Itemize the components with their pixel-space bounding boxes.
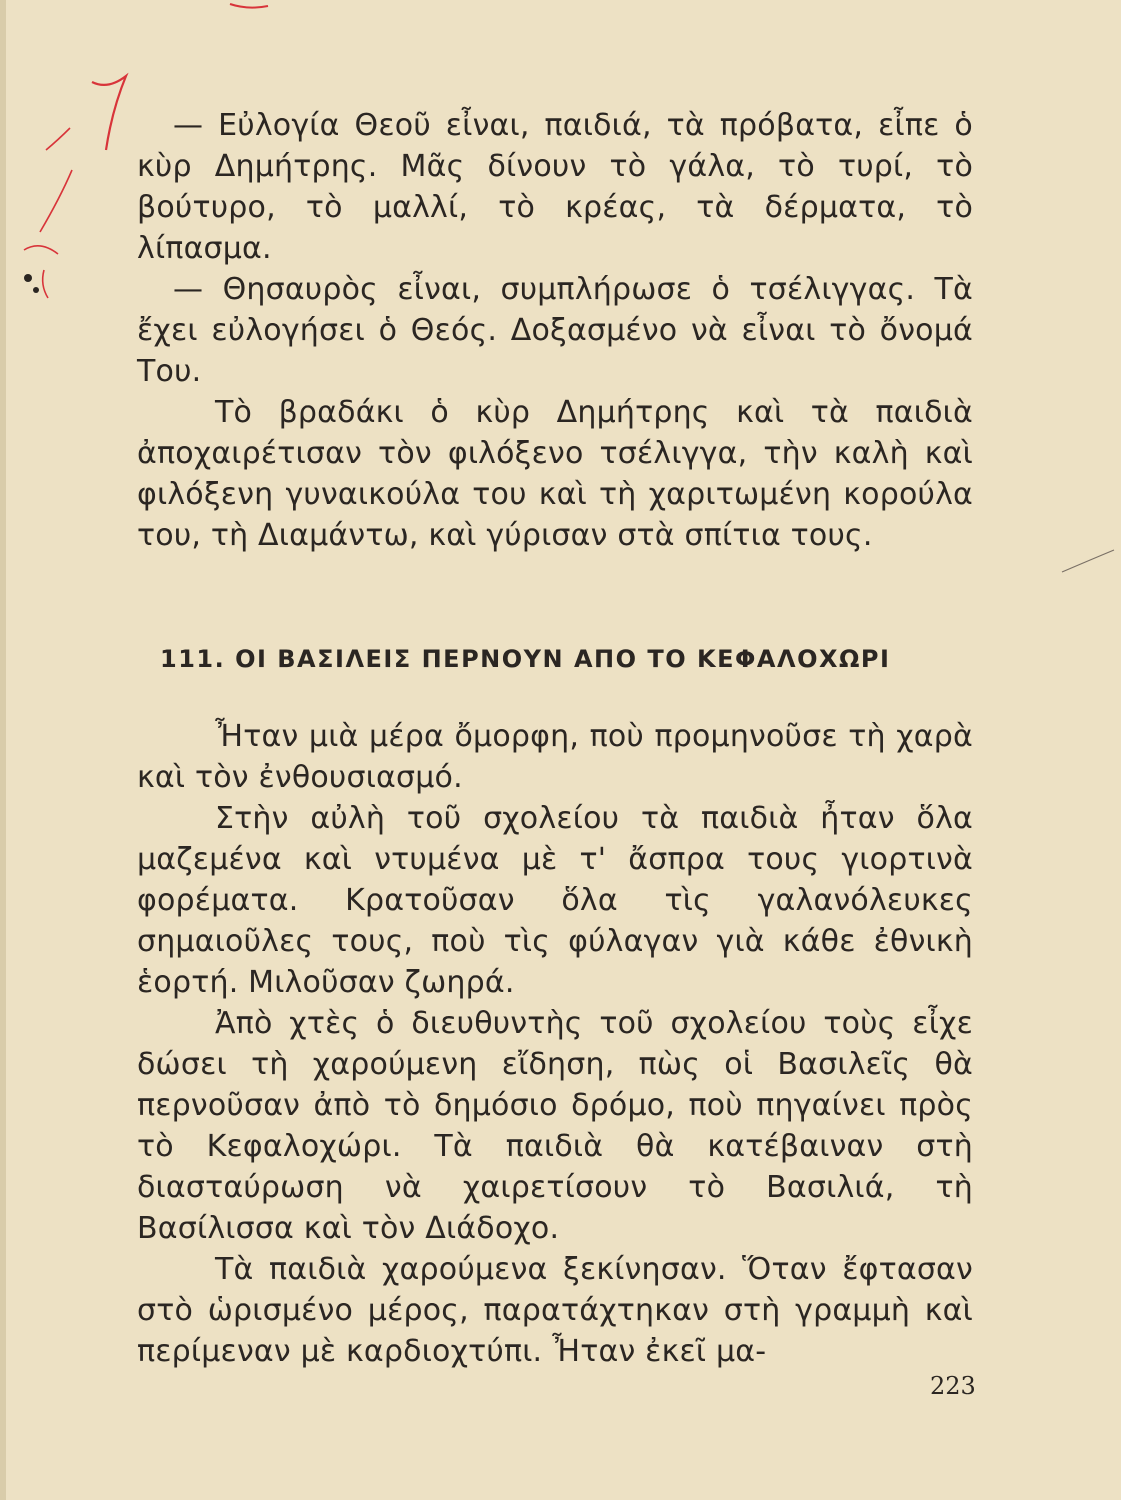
red-mark-1 xyxy=(92,76,126,150)
red-mark-5 xyxy=(43,270,48,298)
red-mark-3 xyxy=(40,170,72,232)
margin-dot-1 xyxy=(24,274,32,282)
section-heading: 111. ΟΙ ΒΑΣΙΛΕΙΣ ΠΕΡΝΟΥΝ ΑΠΟ ΤΟ ΚΕΦΑΛΟΧΩΡΙ xyxy=(160,645,891,673)
red-mark-top xyxy=(230,4,268,8)
paragraph-dialogue-2: — Θησαυρὸς εἶναι, συμπλήρωσε ὁ τσέλιγγας. Τὰ ἔχει εὐλογήσει ὁ Θεός. Δοξασμένο νὰ εἶναι τὸ ὄνομά Του. xyxy=(137,272,973,389)
red-mark-4 xyxy=(24,246,58,254)
margin-stroke-right xyxy=(1062,550,1114,572)
page-binding-edge xyxy=(0,0,6,1500)
paragraph-departure: Τὰ παιδιὰ χαρούμενα ξεκίνησαν. Ὅταν ἔφτασαν στὸ ὡρισμένο μέρος, παρατάχτηκαν στὴ γραμμὴ καὶ περίμεναν μὲ καρδιοχτύπι. Ἦταν ἐκεῖ μα- xyxy=(137,1252,973,1369)
paragraph-dialogue-1: — Εὐλογία Θεοῦ εἶναι, παιδιά, τὰ πρόβατα, εἶπε ὁ κὺρ Δημήτρης. Μᾶς δίνουν τὸ γάλα, τὸ τυρί, τὸ βούτυρο, τὸ μαλλί, τὸ κρέας, τὰ δέρματα, τὸ λίπασμα. xyxy=(137,108,973,266)
paragraph-beautiful-day: Ἦταν μιὰ μέρα ὄμορφη, ποὺ προμηνοῦσε τὴ χαρὰ καὶ τὸν ἐνθουσιασμό. xyxy=(137,719,973,795)
paragraph-school-yard: Στὴν αὐλὴ τοῦ σχολείου τὰ παιδιὰ ἦταν ὅλα μαζεμένα καὶ ντυμένα μὲ τ' ἄσπρα τους γιορτινὰ φορέματα. Κρατοῦσαν ὅλα τὶς γαλανόλευκες σημαιοῦλες τους, ποὺ τὶς φύλαγαν γιὰ κάθε ἐθνικὴ ἑορτή. Μιλοῦσαν ζωηρά. xyxy=(137,801,973,1000)
paragraph-farewell: Τὸ βραδάκι ὁ κὺρ Δημήτρης καὶ τὰ παιδιὰ ἀποχαιρέτισαν τὸν φιλόξενο τσέλιγγα, τὴν καλὴ καὶ φιλόξενη γυναικούλα του καὶ τὴ χαριτωμένη κορούλα του, τὴ Διαμάντω, καὶ γύρισαν στὰ σπίτια τους. xyxy=(137,395,973,553)
paragraph-news: Ἀπὸ χτὲς ὁ διευθυντὴς τοῦ σχολείου τοὺς εἶχε δώσει τὴ χαρούμενη εἴδηση, πὼς οἱ Βασιλεῖς θὰ περνοῦσαν ἀπὸ τὸ δημόσιο δρόμο, ποὺ πηγαίνει πρὸς τὸ Κεφαλοχώρι. Τὰ παιδιὰ θὰ κατέβαιναν στὴ διασταύρωση νὰ χαιρετίσουν τὸ Βασιλιά, τὴ Βασίλισσα καὶ τὸν Διάδοχο. xyxy=(137,1006,973,1246)
page-number: 223 xyxy=(930,1372,976,1400)
red-mark-2 xyxy=(46,128,70,150)
margin-dot-2 xyxy=(33,287,39,293)
